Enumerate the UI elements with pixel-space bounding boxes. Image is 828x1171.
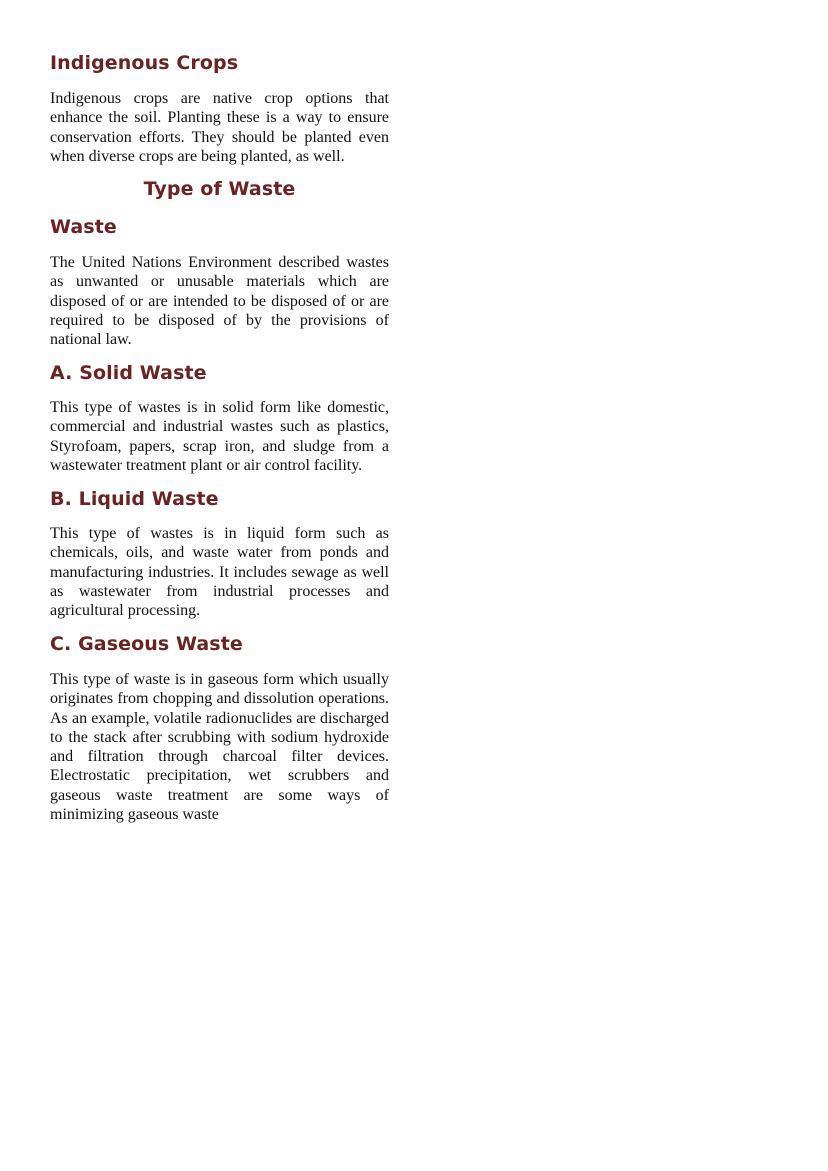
paragraph-solid-waste: This type of wastes is in solid form like domestic, commercial and industrial wastes such as plastics, Styrofoam, papers, scrap iron, and sludge from a wastewater treatment plant or air control facility. bbox=[50, 399, 389, 474]
heading-waste: Waste bbox=[50, 216, 117, 238]
page-title-type-of-waste: Type of Waste bbox=[143, 178, 296, 200]
paragraph-indigenous-crops: Indigenous crops are native crop options that enhance the soil. Planting these is a way to ensure conservation efforts. They should be planted even when diverse crops are being planted, as well. bbox=[50, 90, 389, 165]
heading-gaseous-waste: C. Gaseous Waste bbox=[50, 633, 243, 655]
paragraph-liquid-waste: This type of wastes is in liquid form such as chemicals, oils, and waste water from ponds and manufacturing industries. It includes sewage as well as wastewater from industrial processes and agricultural processing. bbox=[50, 525, 389, 620]
heading-indigenous-crops: Indigenous Crops bbox=[50, 52, 239, 74]
heading-liquid-waste: B. Liquid Waste bbox=[50, 488, 219, 510]
paragraph-waste: The United Nations Environment described wastes as unwanted or unusable materials which are disposed of or are intended to be disposed of or are required to be disposed of by the provisions of national law. bbox=[50, 254, 389, 349]
heading-solid-waste: A. Solid Waste bbox=[50, 362, 207, 384]
paragraph-gaseous-waste: This type of waste is in gaseous form which usually originates from chopping and dissolution operations. As an example, volatile radionuclides are discharged to the stack after scrubbing with sodium hydroxide and filtration through charcoal filter devices. Electrostatic precipitation, wet scrubbers and gaseous waste treatment are some ways of minimizing gaseous waste bbox=[50, 671, 389, 824]
